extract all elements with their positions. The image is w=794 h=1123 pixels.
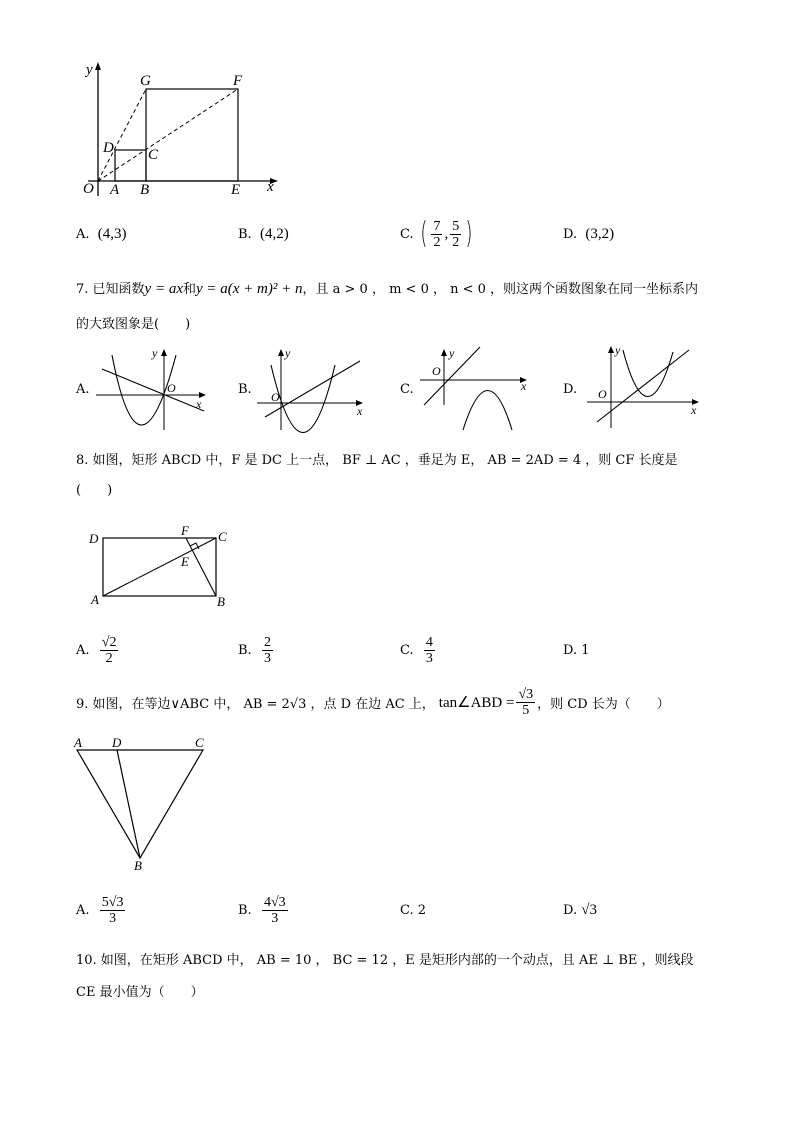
q9-option-b[interactable]: B. $\frac{4√3}{3}$ <box>238 894 286 926</box>
q6-square-BEFG <box>146 89 238 181</box>
q10-line2: CE 最小值为（ ） <box>76 985 204 1000</box>
q6-square-ABCD <box>115 150 146 181</box>
q7-option-d[interactable]: D. <box>563 382 578 397</box>
svg-text:y: y <box>615 343 621 357</box>
q9-label-A: A <box>74 735 82 750</box>
svg-text:x: x <box>196 397 202 411</box>
q8-line2: ( ) <box>76 483 113 498</box>
q9-option-c[interactable]: C. 2 <box>400 902 427 918</box>
q6-option-c[interactable]: C. ( $\frac{7}{2}$ , $\frac{5}{2}$ ) <box>400 216 473 251</box>
svg-text:y: y <box>285 346 291 360</box>
svg-text:O: O <box>598 387 607 401</box>
q7-graph-a <box>94 345 214 435</box>
q8-label-D: D <box>89 531 99 546</box>
q6-dash-OF <box>98 89 238 181</box>
q9-segment-BD <box>117 750 140 858</box>
q6-option-d[interactable]: D. (3,2) <box>563 225 615 242</box>
q6-label-O: O <box>83 181 94 197</box>
q6-figure <box>74 58 284 200</box>
q8-option-d[interactable]: D. 1 <box>563 642 590 658</box>
q8-option-c[interactable]: C. $\frac{4}{3}$ <box>400 634 433 666</box>
q8-label-A: A <box>91 592 99 607</box>
svg-text:x: x <box>691 403 697 417</box>
q8-figure <box>86 524 236 612</box>
q9-triangle-ABC <box>77 750 203 858</box>
q7-option-a[interactable]: A. <box>76 382 90 397</box>
q8-diagonal-AC <box>103 538 216 596</box>
q10-line1: 10. 如图，在矩形 ABCD 中， AB = 10 ， BC = 12 ，E 是矩形内部的一个动点，且 AE ⊥ BE ，则线段 <box>76 953 694 968</box>
q7-graph-c <box>418 345 533 435</box>
q8-option-a[interactable]: A. $\frac{√2}{2}$ <box>76 634 117 666</box>
q6-label-C: C <box>148 147 159 163</box>
q9-label-B: B <box>134 858 142 873</box>
q8-label-E: E <box>181 554 189 569</box>
svg-text:y: y <box>449 346 455 360</box>
q8-label-B: B <box>217 594 225 609</box>
q6-label-E: E <box>231 182 241 198</box>
q8-option-b[interactable]: B. $\frac{2}{3}$ <box>238 634 271 666</box>
q7-option-c[interactable]: C. <box>400 382 414 397</box>
q6-label-x: x <box>267 179 274 195</box>
q9-label-C: C <box>195 735 204 750</box>
q6-option-a[interactable]: A. (4,3) <box>76 225 127 242</box>
q9-figure <box>70 734 220 874</box>
q7-line1: 7. 已知函数y = ax和y = a(x + m)² + n，且 a > 0 ， m < 0 ， n < 0 ，则这两个函数图象在同一坐标系内 <box>76 281 699 297</box>
q9-label-D: D <box>112 735 122 750</box>
q6-option-b[interactable]: B. (4,2) <box>238 225 289 242</box>
q7-option-b[interactable]: B. <box>238 382 252 397</box>
q7-graph-b <box>255 345 370 435</box>
q6-label-B: B <box>140 182 150 198</box>
q6-label-G: G <box>140 73 151 89</box>
q8-line1: 8. 如图，矩形 ABCD 中，F 是 DC 上一点， BF ⊥ AC ，垂足为 E， AB = 2AD = 4 ，则 CF 长度是 <box>76 453 678 468</box>
q9-option-d[interactable]: D. √3 <box>563 901 597 918</box>
q6-label-F: F <box>233 73 243 89</box>
svg-text:O: O <box>271 390 280 404</box>
q9-option-a[interactable]: A. $\frac{5√3}{3}$ <box>76 894 124 926</box>
svg-text:x: x <box>521 379 527 393</box>
svg-text:O: O <box>167 381 176 395</box>
q6-label-A: A <box>110 182 120 198</box>
q7-line2: 的大致图象是( ) <box>76 317 191 332</box>
svg-text:O: O <box>432 364 441 378</box>
q6-y-arrow <box>95 62 101 70</box>
q8-segment-BF <box>186 538 216 596</box>
q6-dash-OG <box>98 89 146 181</box>
q7-graph-d <box>585 342 705 432</box>
q6-label-D: D <box>103 140 114 156</box>
svg-text:x: x <box>357 404 363 418</box>
q8-label-F: F <box>181 524 189 538</box>
q6-label-y: y <box>86 62 93 78</box>
q9-line: 9. 如图，在等边∨ABC 中， AB = 2√3 ，点 D 在边 AC 上， tan∠ABD = $\frac{√3}{5}$ ，则 CD 长为（ ） <box>76 686 670 718</box>
q8-label-C: C <box>218 529 227 544</box>
svg-text:y: y <box>152 346 158 360</box>
